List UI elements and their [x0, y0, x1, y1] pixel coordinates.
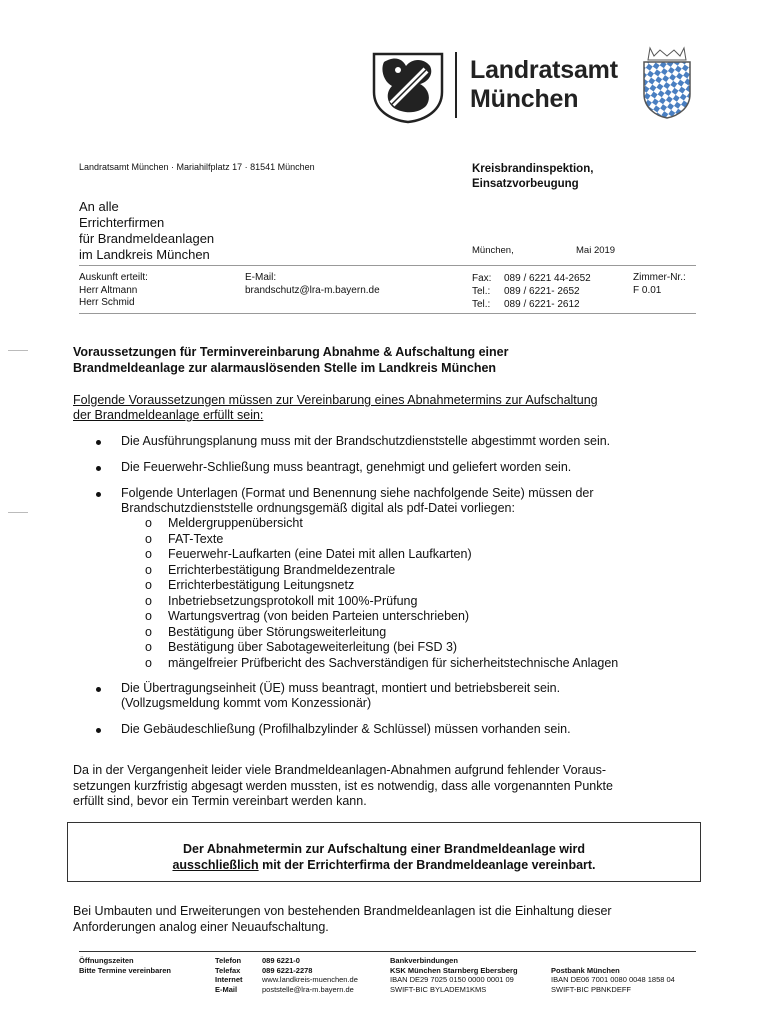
notice-line-2: [68, 857, 700, 873]
recipient-line: im Landkreis München: [79, 247, 210, 262]
extension-paragraph: [73, 904, 698, 935]
explanation-paragraph: [73, 763, 698, 810]
circle-marker-icon: o: [145, 531, 152, 546]
document-item: o Wartungsvertrag (von beiden Parteien unterschrieben): [145, 609, 470, 623]
paragraph-line: Da in der Vergangenheit leider viele Brandmeldeanlagen-Abnahmen aufgrund fehlender Voraus-: [73, 763, 607, 777]
footer-contact-labels: [215, 956, 243, 995]
fold-mark: [8, 350, 28, 351]
contact-label: Telefon: [215, 956, 242, 965]
hours-text: Bitte Termine vereinbaren: [79, 965, 171, 975]
tel-label: Tel.:: [472, 286, 491, 297]
room-value: F 0.01: [633, 284, 662, 296]
requirement-list: [73, 434, 698, 449]
email-link[interactable]: poststelle@lra-m.bayern.de: [262, 985, 354, 995]
footer-hours: [79, 956, 171, 975]
intro-line-1: Folgende Voraussetzungen müssen zur Vereinbarung eines Abnahmetermins zur Aufschaltung: [73, 393, 598, 407]
footer-bank-1: [390, 956, 518, 995]
subject-line-2: Brandmeldeanlage zur alarmauslösenden Stelle im Landkreis München: [73, 361, 497, 375]
requirement-item: [73, 486, 698, 671]
notice-box: [67, 822, 701, 882]
document-item: o Inbetriebsetzungsprotokoll mit 100%-Prüfung: [145, 593, 418, 608]
requirement-text: Die Ausführungsplanung muss mit der Brandschutzdienststelle abgestimmt worden sein.: [121, 434, 611, 448]
circle-marker-icon: o: [145, 593, 152, 608]
bullet-icon: [96, 492, 101, 497]
bullet-icon: [96, 728, 101, 733]
recipient-line: An alle: [79, 199, 119, 214]
tel-value: 089 / 6221- 2612: [504, 299, 580, 310]
requirement-item: [73, 434, 698, 449]
requirement-text: Die Feuerwehr-Schließung muss beantragt, genehmigt und geliefert worden sein.: [121, 460, 572, 474]
notice-line-1: Der Abnahmetermin zur Aufschaltung einer Brandmeldeanlage wird: [183, 842, 585, 856]
paragraph-line: erfüllt sind, bevor ein Termin vereinbart werden kann.: [73, 794, 367, 808]
requirement-text: Folgende Unterlagen (Format und Benennung siehe nachfolgende Seite) müssen der: [121, 486, 594, 500]
fax-label: Fax:: [472, 273, 492, 284]
contact-person: Herr Schmid: [79, 297, 135, 308]
logo-line-1: Landratsamt: [470, 56, 618, 84]
contact-person: Herr Altmann: [79, 284, 138, 296]
bank-iban: IBAN DE29 7025 0150 0000 0001 09: [390, 975, 514, 985]
requirement-list: [73, 486, 698, 671]
requirement-text: Die Gebäudeschließung (Profilhalbzylinder & Schlüssel) müssen vorhanden sein.: [121, 722, 571, 736]
room-label: Zimmer-Nr.:: [633, 272, 686, 283]
document-item: o Bestätigung über Störungsweiterleitung: [145, 624, 387, 639]
subject: [73, 344, 693, 376]
bank-name: Postbank München: [551, 965, 620, 975]
requirement-text: Die Übertragungseinheit (ÜE) muss beantragt, montiert und betriebsbereit sein.: [121, 681, 561, 695]
notice-emphasis: ausschließlich: [172, 858, 259, 872]
paragraph-line: setzungen kurzfristig abgesagt werden mussten, ist es notwendig, dass alle vorgenannten Punkte: [73, 778, 613, 793]
circle-marker-icon: o: [145, 516, 152, 530]
logo-line-2: München: [470, 85, 579, 113]
tel-label: Tel.:: [472, 299, 491, 310]
contact-value: 089 6221-0: [262, 956, 300, 965]
authority-logo-text: [470, 56, 618, 114]
circle-marker-icon: o: [145, 640, 152, 654]
requirement-list: [73, 460, 698, 475]
bank-bic: SWIFT-BIC PBNKDEFF: [551, 985, 632, 995]
requirement-list: [73, 722, 698, 737]
phone-table: [472, 272, 591, 311]
fax-row: [472, 272, 591, 285]
bavarian-coat-of-arms-icon: [638, 44, 696, 120]
bank-name: KSK München Starnberg Ebersberg: [390, 965, 518, 975]
circle-marker-icon: o: [145, 624, 152, 639]
intro-text: [73, 393, 693, 423]
fold-mark: [8, 512, 28, 513]
circle-marker-icon: o: [145, 655, 152, 670]
bank-title: Bankverbindungen: [390, 956, 458, 965]
requirement-text: Brandschutzdienststelle ordnungsgemäß digital als pdf-Datei vorliegen:: [121, 501, 515, 515]
paragraph-line: Anforderungen analog einer Neuaufschaltung.: [73, 919, 329, 934]
paragraph-line: Bei Umbauten und Erweiterungen von bestehenden Brandmeldeanlagen ist die Einhaltung dieser: [73, 904, 612, 918]
bank-iban: IBAN DE06 7001 0080 0048 1858 04: [551, 975, 675, 985]
place: München,: [472, 245, 514, 256]
document-item: o FAT-Texte: [145, 531, 224, 546]
document-item: o Errichterbestätigung Brandmeldezentrale: [145, 562, 396, 577]
recipient-line: Errichterfirmen: [79, 215, 165, 230]
footer-contact-values: [262, 956, 358, 995]
document-item: o Feuerwehr-Laufkarten (eine Datei mit allen Laufkarten): [145, 547, 472, 561]
lion-emblem-icon: [368, 48, 448, 124]
sender-address: Landratsamt München · Mariahilfplatz 17 · 81541 München: [79, 162, 315, 172]
fax-value: 089 / 6221 44-2652: [504, 273, 591, 284]
department-line-1: Kreisbrandinspektion,: [472, 163, 594, 175]
info-rule-bottom: [79, 313, 696, 314]
bullet-icon: [96, 440, 101, 445]
document-item: o mängelfreier Prüfbericht des Sachverständigen für sicherheitstechnische Anlagen: [145, 655, 619, 670]
document-item: o Errichterbestätigung Leitungsnetz: [145, 578, 355, 592]
tel-row: [472, 285, 591, 298]
auskunft-label: Auskunft erteilt:: [79, 272, 148, 283]
footer-bank-2: [551, 966, 675, 995]
requirement-text: (Vollzugsmeldung kommt vom Konzessionär): [121, 696, 372, 710]
circle-marker-icon: o: [145, 578, 152, 592]
bullet-icon: [96, 687, 101, 692]
email-value: brandschutz@lra-m.bayern.de: [245, 284, 380, 296]
recipient-line: für Brandmeldeanlagen: [79, 231, 215, 246]
subject-line-1: Voraussetzungen für Terminvereinbarung Abnahme & Aufschaltung einer: [73, 345, 509, 359]
requirement-item: [73, 722, 698, 737]
hours-title: Öffnungszeiten: [79, 956, 134, 965]
document-item: o Meldergruppenübersicht: [145, 516, 303, 530]
contact-persons: [79, 272, 148, 310]
requirement-item: [73, 681, 698, 711]
email-block: [245, 272, 380, 297]
department: [472, 162, 593, 192]
department-line-2: Einsatzvorbeugung: [472, 178, 579, 190]
circle-marker-icon: o: [145, 562, 152, 577]
logo-divider: [455, 52, 457, 118]
circle-marker-icon: o: [145, 609, 152, 623]
requirement-list: [73, 681, 698, 711]
bank-bic: SWIFT-BIC BYLADEM1KMS: [390, 985, 487, 995]
bullet-icon: [96, 466, 101, 471]
requirement-item: [73, 460, 698, 475]
contact-label: Internet: [215, 975, 243, 985]
website-link[interactable]: www.landkreis-muenchen.de: [262, 975, 358, 985]
email-label: E-Mail:: [245, 272, 277, 283]
contact-value: 089 6221-2278: [262, 965, 313, 975]
document-item: o Bestätigung über Sabotageweiterleitung (bei FSD 3): [145, 640, 458, 654]
recipient-block: [79, 199, 214, 263]
footer-rule: [79, 951, 696, 952]
notice-rest: mit der Errichterfirma der Brandmeldeanlage vereinbart.: [258, 858, 596, 872]
contact-label: E-Mail: [215, 985, 238, 995]
date: Mai 2019: [576, 245, 616, 256]
document-sublist: [145, 516, 698, 671]
info-rule-top: [79, 265, 696, 266]
intro-line-2: der Brandmeldeanlage erfüllt sein:: [73, 408, 264, 422]
tel-value: 089 / 6221- 2652: [504, 286, 580, 297]
tel-row: [472, 298, 591, 311]
circle-marker-icon: o: [145, 547, 152, 561]
contact-label: Telefax: [215, 965, 241, 975]
room-block: [633, 272, 686, 297]
